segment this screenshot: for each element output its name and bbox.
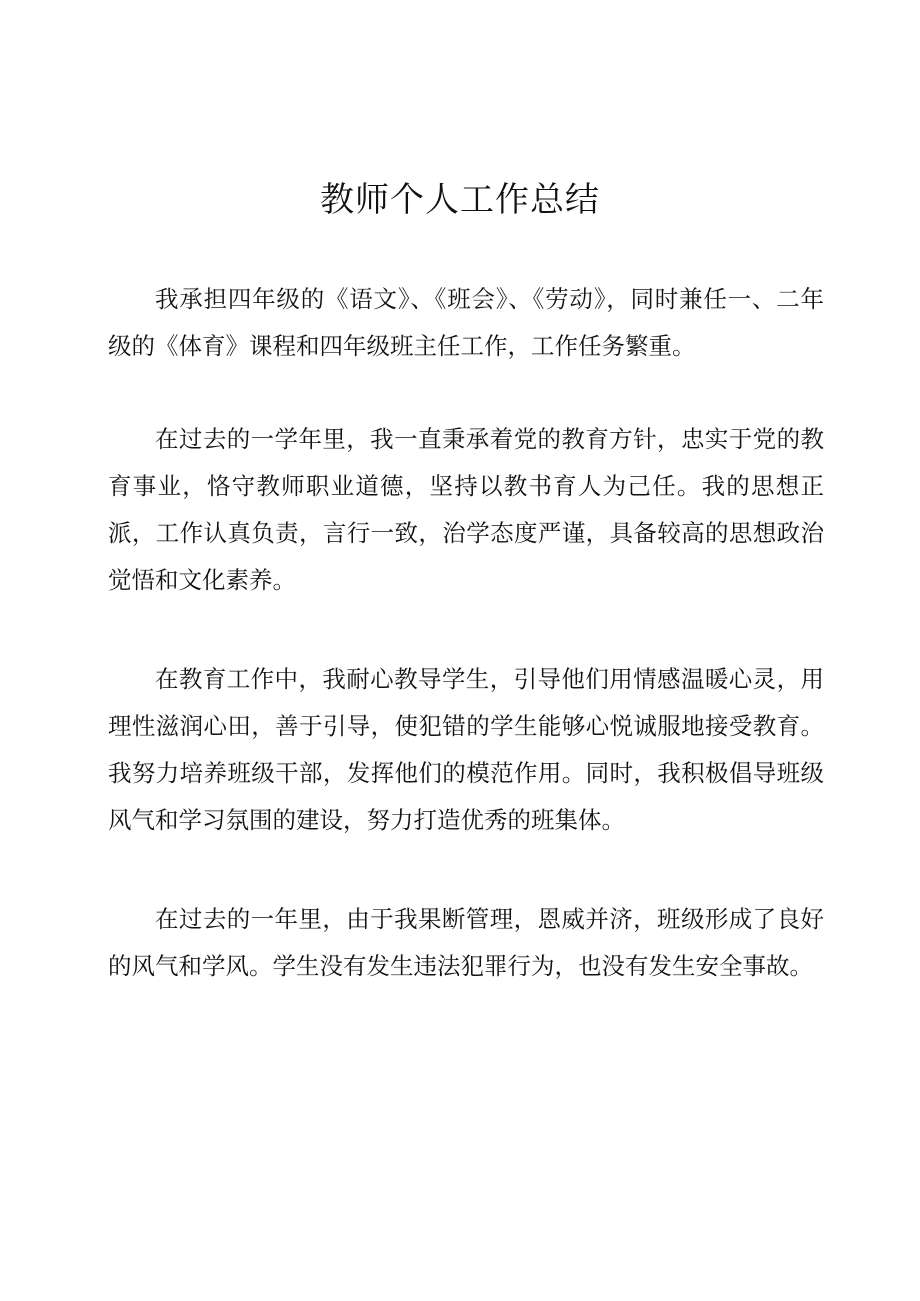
document-title: 教师个人工作总结 — [320, 180, 600, 220]
paragraph-1: 我承担四年级的《语文》、《班会》、《劳动》，同时兼任一、二年级的《体育》课程和四年级班主任工作，工作任务繁重。 — [108, 285, 824, 360]
paragraph-2: 在过去的一学年里，我一直秉承着党的教育方针，忠实于党的教育事业，恪守教师职业道德，坚持以教书育人为己任。我的思想正派，工作认真负责，言行一致，治学态度严谨，具备较高的思想政治觉悟和文化素养。 — [108, 425, 824, 594]
paragraph-3: 在教育工作中，我耐心教导学生，引导他们用情感温暖心灵，用理性滋润心田，善于引导，使犯错的学生能够心悦诚服地接受教育。我努力培养班级干部，发挥他们的模范作用。同时，我积极倡导班级风气和学习氛围的建设，努力打造优秀的班集体。 — [108, 665, 824, 834]
paragraph-4: 在过去的一年里，由于我果断管理，恩威并济，班级形成了良好的风气和学风。学生没有发生违法犯罪行为，也没有发生安全事故。 — [108, 905, 824, 980]
